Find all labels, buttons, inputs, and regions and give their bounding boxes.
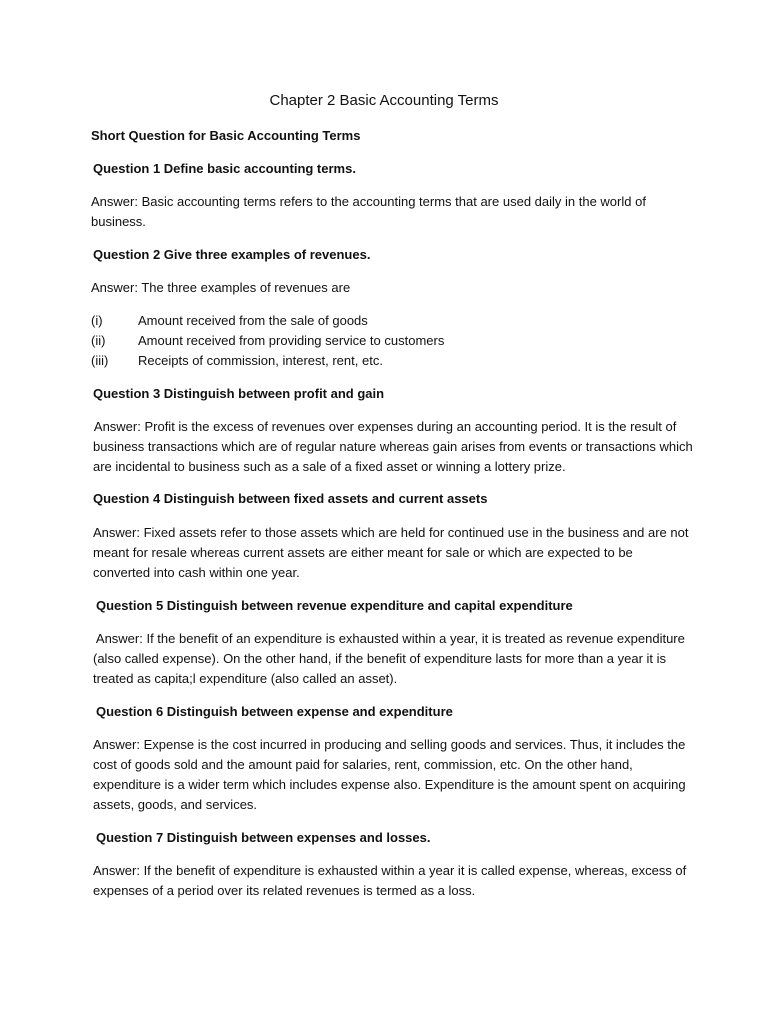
answer-7-line-2: expenses of a period over its related revenues is termed as a loss. bbox=[93, 883, 476, 898]
answer-3-line-3: are incidental to business such as a sale of a fixed asset or winning a lottery prize. bbox=[93, 459, 566, 474]
question-3: Question 3 Distinguish between profit and gain bbox=[93, 386, 385, 401]
list-item-number: (ii) bbox=[91, 333, 106, 348]
answer-2-intro: Answer: The three examples of revenues are bbox=[91, 280, 351, 295]
question-6: Question 6 Distinguish between expense and expenditure bbox=[96, 704, 453, 719]
list-item-number: (i) bbox=[91, 313, 103, 328]
answer-6-line-4: assets, goods, and services. bbox=[93, 797, 258, 812]
list-item-number: (iii) bbox=[91, 353, 109, 368]
question-5: Question 5 Distinguish between revenue expenditure and capital expenditure bbox=[96, 598, 573, 613]
answer-6-line-3: expenditure is a wider term which includes expense also. Expenditure is the amount spent on acquiring bbox=[93, 777, 686, 792]
question-1: Question 1 Define basic accounting terms. bbox=[93, 161, 356, 176]
section-subtitle: Short Question for Basic Accounting Terms bbox=[91, 128, 361, 143]
question-2: Question 2 Give three examples of revenues. bbox=[93, 247, 371, 262]
list-item-text: Receipts of commission, interest, rent, etc. bbox=[138, 353, 383, 368]
answer-6-line-1: Answer: Expense is the cost incurred in producing and selling goods and services. Thus, it includes the bbox=[93, 737, 686, 752]
question-4: Question 4 Distinguish between fixed assets and current assets bbox=[93, 491, 488, 506]
list-item-text: Amount received from providing service to customers bbox=[138, 333, 445, 348]
answer-1-line-1: Answer: Basic accounting terms refers to the accounting terms that are used daily in the world of bbox=[91, 194, 646, 209]
list-item-text: Amount received from the sale of goods bbox=[138, 313, 368, 328]
answer-6-line-2: cost of goods sold and the amount paid for salaries, rent, commission, etc. On the other hand, bbox=[93, 757, 633, 772]
answer-4-line-3: converted into cash within one year. bbox=[93, 565, 300, 580]
answer-5-line-2: (also called expense). On the other hand, if the benefit of expenditure lasts for more than a year it is bbox=[93, 651, 667, 666]
answer-5-line-3: treated as capita;l expenditure (also called an asset). bbox=[93, 671, 398, 686]
answer-7-line-1: Answer: If the benefit of expenditure is exhausted within a year it is called expense, whereas, excess of bbox=[93, 863, 687, 878]
answer-4-line-2: meant for resale whereas current assets are either meant for sale or which are expected to be bbox=[93, 545, 633, 560]
answer-1-line-2: business. bbox=[91, 214, 146, 229]
answer-5-line-1: Answer: If the benefit of an expenditure is exhausted within a year, it is treated as revenue expenditure bbox=[93, 631, 685, 646]
question-7: Question 7 Distinguish between expenses and losses. bbox=[96, 830, 431, 845]
document-title: Chapter 2 Basic Accounting Terms bbox=[269, 92, 499, 109]
answer-3-line-1: Answer: Profit is the excess of revenues over expenses during an accounting period. It is the result of bbox=[91, 419, 677, 434]
answer-4-line-1: Answer: Fixed assets refer to those assets which are held for continued use in the business and are not bbox=[93, 525, 689, 540]
answer-3-line-2: business transactions which are of regular nature whereas gain arises from events or transactions which bbox=[93, 439, 693, 454]
